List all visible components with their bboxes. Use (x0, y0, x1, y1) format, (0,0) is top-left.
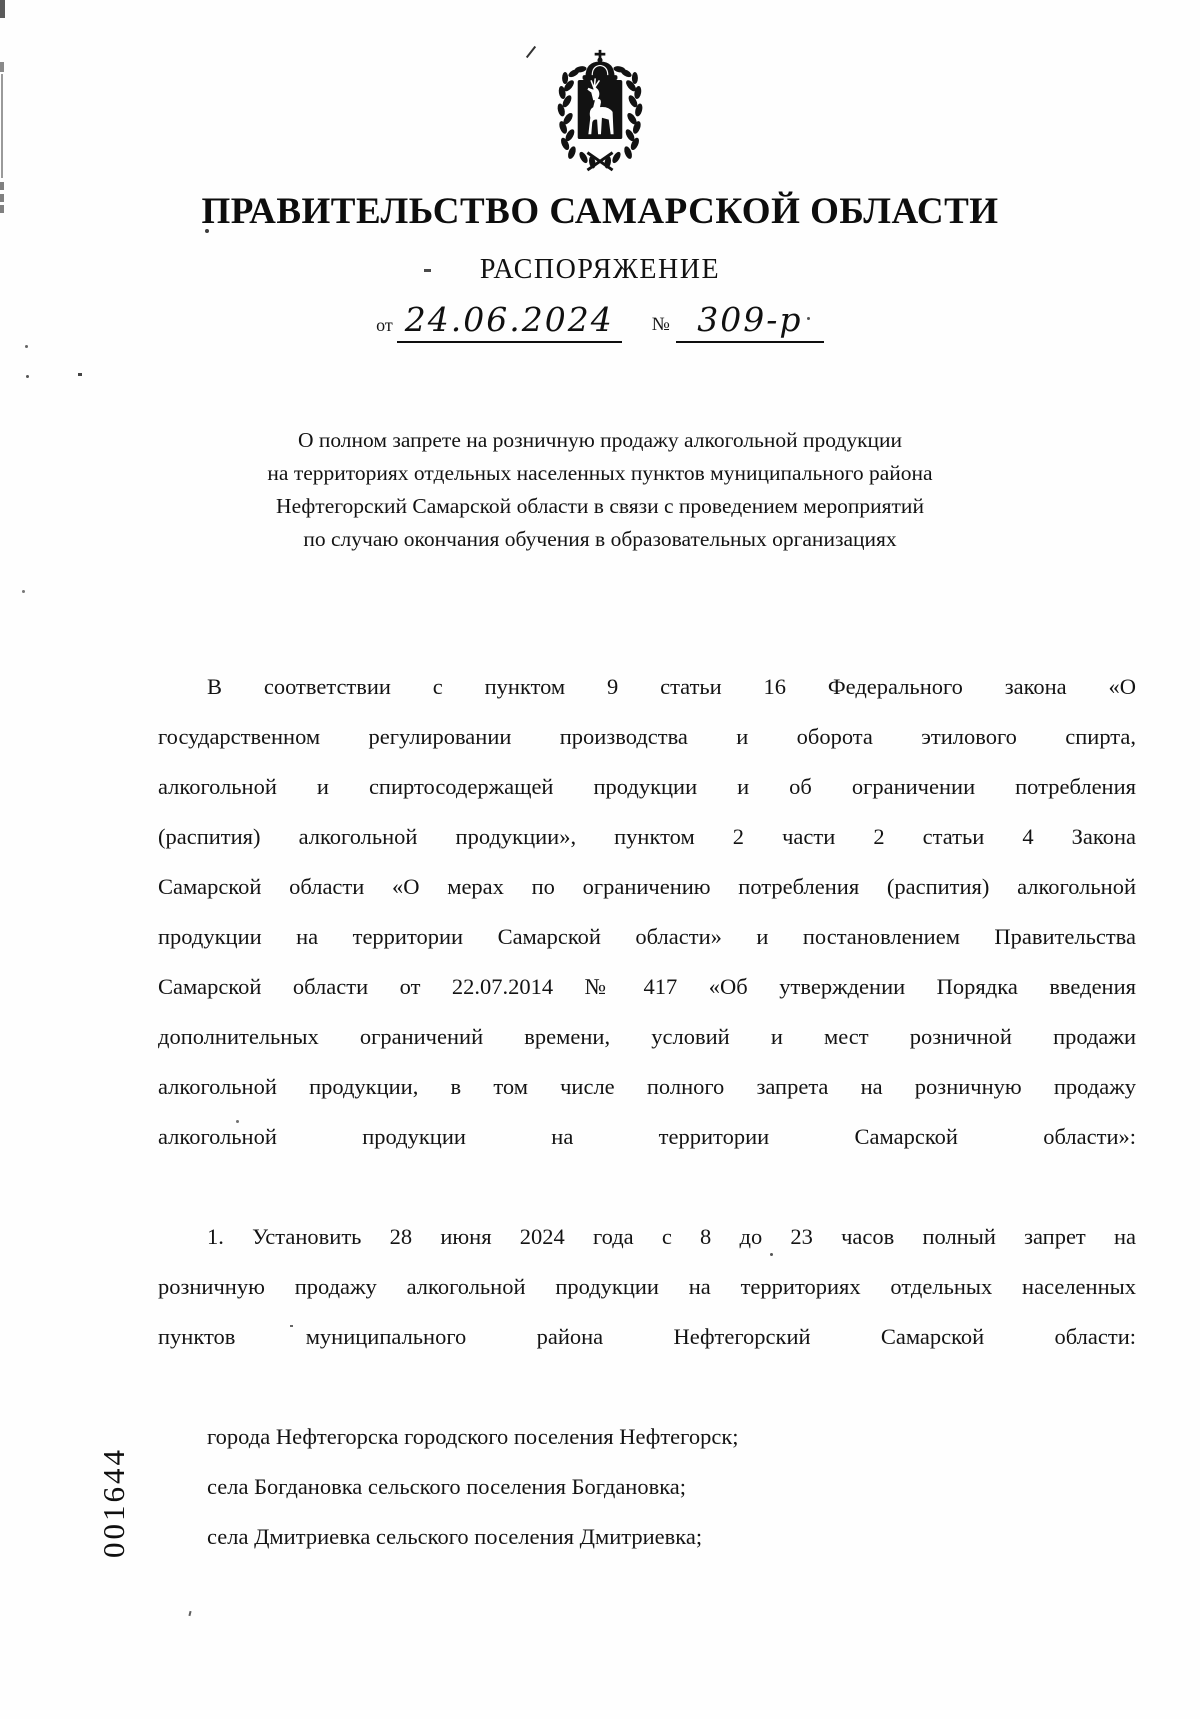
date-number-line (0, 300, 1200, 343)
scan-artifact (0, 0, 5, 18)
settlement-list-item: села Дмитриевка сельского поселения Дмитриевка; (207, 1524, 703, 1549)
date-prefix-label: от (376, 315, 393, 335)
coat-of-arms-emblem (537, 44, 663, 175)
number-sign-label: № (651, 314, 670, 335)
date-field (397, 300, 622, 343)
handwritten-number: 309-р (697, 300, 803, 339)
subject-line: по случаю окончания обучения в образовательных организациях (303, 527, 897, 551)
body-paragraph: 1. Установить 28 июня 2024 года с 8 до 23 часов полный запрет на розничную продажу алкогольной продукции на территориях отдельных населенных пунктов муниципального района Нефтегорский Самарской области: (158, 1224, 1136, 1349)
scan-artifact (0, 182, 4, 190)
scan-artifact (526, 46, 536, 58)
subject-line: О полном запрете на розничную продажу алкогольной продукции (297, 428, 903, 452)
scan-artifact (1, 74, 3, 178)
subject-line: Нефтегорский Самарской области в связи с проведением мероприятий (276, 494, 924, 518)
document-type-title: РАСПОРЯЖЕНИЕ (479, 254, 721, 285)
scan-artifact (78, 373, 82, 376)
settlement-list-item: села Богдановка сельского поселения Богдановка; (207, 1474, 687, 1499)
scan-artifact (0, 62, 4, 72)
subject-line: на территориях отдельных населенных пунктов муниципального района (267, 461, 933, 485)
wreath-bottom (578, 151, 623, 171)
document-body (158, 662, 1136, 1562)
scan-artifact (25, 345, 28, 348)
handwritten-date: 24.06.2024 (404, 300, 614, 339)
scan-artifact (26, 375, 29, 378)
settlement-list-item: города Нефтегорска городского поселения Нефтегорск; (207, 1424, 739, 1449)
organization-name: ПРАВИТЕЛЬСТВО САМАРСКОЙ ОБЛАСТИ (201, 191, 999, 232)
scan-artifact (188, 1611, 191, 1616)
document-subject (0, 424, 1200, 556)
crown (583, 50, 618, 80)
scan-artifact (22, 590, 25, 593)
number-field (676, 300, 824, 343)
body-paragraph: В соответствии с пунктом 9 статьи 16 Федерального закона «О государственном регулировании производства и оборота этилового спирта, алкогольной и спиртосодержащей продукции и об ограничении потребления (распития) алкогольной продукции», пунктом 2 части 2 статьи 4 Закона Самарской области «О мерах по ограничению потребления (распития) алкогольной продукции на территории Самарской области» и постановлением Правительства Самарской области от 22.07.2014 № 417 «Об утверждении Порядка введения дополнительных ограничений времени, условий и мест розничной продажи алкогольной продукции, в том числе полного запрета на розничную продажу алкогольной продукции на территории Самарской области»: (158, 674, 1136, 1149)
form-serial-number: 001644 (96, 1447, 131, 1558)
